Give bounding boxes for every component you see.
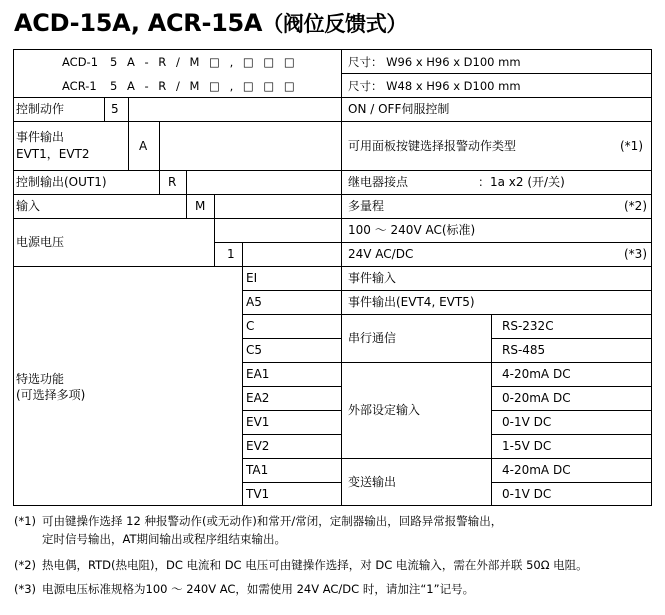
- note-1-line1: 可由键操作选择 12 种报警动作(或无动作)和常开/常闭，定制器输出，回路异常报警输出，: [42, 514, 503, 528]
- option-spec-rs232c: RS-232C: [502, 319, 554, 333]
- input-label: 输入: [16, 199, 41, 213]
- power-opt2-desc: 24V AC/DC: [348, 247, 414, 261]
- option-group-serial: 串行通信: [348, 331, 397, 345]
- option-group-ext-setting: 外部设定输入: [348, 403, 421, 417]
- option-code-c: C: [246, 319, 255, 333]
- note-2-line1: 热电偶，RTD(热电阻)，DC 电流和 DC 电压可由键操作选择，对 DC 电流输入，需在外部并联 50Ω 电阻。: [42, 558, 588, 572]
- event-output-code: A: [139, 139, 148, 153]
- event-output-label2: EVT1，EVT2: [16, 147, 90, 161]
- option-spec-ta1: 4-20mA DC: [502, 463, 571, 477]
- note-1-line2: 定时信号输出，AT期间输出或程序组结束输出。: [42, 532, 286, 546]
- power-opt2-code: 1: [227, 247, 235, 261]
- option-code-a5: A5: [246, 295, 262, 309]
- option-code-ea1: EA1: [246, 367, 270, 381]
- option-spec-tv1: 0-1V DC: [502, 487, 552, 501]
- option-code-ei: EI: [246, 271, 258, 285]
- option-code-ta1: TA1: [246, 463, 269, 477]
- input-code: M: [195, 199, 206, 213]
- control-output-spec: ：1a x2 (开/关): [478, 175, 565, 189]
- control-action-desc: ON / OFF伺服控制: [348, 102, 450, 116]
- event-output-label: 事件输出: [16, 130, 65, 144]
- note-3-line1: 电源电压标准规格为100 ～ 240V AC，如需使用 24V AC/DC 时，请加注“1”记号。: [42, 582, 475, 596]
- title-main: ACD-15A, ACR-15A: [14, 9, 263, 37]
- note-2: [14, 556, 588, 574]
- option-spec-rs485: RS-485: [502, 343, 546, 357]
- control-output-label: 控制输出(OUT1): [16, 175, 107, 189]
- control-action-code: 5: [111, 102, 119, 116]
- note-3-label: (*3): [14, 582, 37, 596]
- event-output-note: (*1): [620, 139, 643, 153]
- control-output-desc: 继电器接点: [348, 175, 409, 189]
- option-code-ev2: EV2: [246, 439, 270, 453]
- note-3: [14, 580, 474, 598]
- option-group-event-input: 事件输入: [348, 271, 397, 285]
- option-code-tv1: TV1: [246, 487, 270, 501]
- table-border: [14, 50, 652, 506]
- option-group-event-output: 事件输出(EVT4, EVT5): [348, 295, 475, 309]
- model-acr: ACR-1: [62, 79, 97, 93]
- note-1-label: (*1): [14, 514, 37, 528]
- note-2-label: (*2): [14, 558, 37, 572]
- note-1: [14, 512, 502, 548]
- power-label: 电源电压: [16, 235, 65, 249]
- options-label2: (可选择多项): [16, 388, 86, 402]
- input-desc: 多量程: [348, 199, 385, 213]
- options-label: 特选功能: [16, 372, 65, 386]
- option-group-transmit: 变送输出: [348, 475, 397, 489]
- model-acd: ACD-1: [62, 55, 99, 69]
- option-spec-ev1: 0-1V DC: [502, 415, 552, 429]
- power-opt2-note: (*3): [624, 247, 647, 261]
- option-spec-ev2: 1-5V DC: [502, 439, 552, 453]
- event-output-desc: 可用面板按键选择报警动作类型: [348, 139, 517, 153]
- model-acr-code: 5 A - R / M □ , □ □ □: [110, 79, 295, 93]
- option-code-ea2: EA2: [246, 391, 270, 405]
- title-sub: （阀位反馈式）: [262, 12, 408, 36]
- control-action-label: 控制动作: [16, 102, 65, 116]
- model-acr-size: 尺寸： W48 x H96 x D100 mm: [348, 79, 521, 93]
- option-code-ev1: EV1: [246, 415, 270, 429]
- model-acd-size: 尺寸： W96 x H96 x D100 mm: [348, 55, 521, 69]
- input-note: (*2): [624, 199, 647, 213]
- option-code-c5: C5: [246, 343, 263, 357]
- option-spec-ea2: 0-20mA DC: [502, 391, 571, 405]
- power-opt1-desc: 100 ～ 240V AC(标准): [348, 223, 476, 237]
- model-acd-code: 5 A - R / M □ , □ □ □: [110, 55, 295, 69]
- option-spec-ea1: 4-20mA DC: [502, 367, 571, 381]
- control-output-code: R: [168, 175, 177, 189]
